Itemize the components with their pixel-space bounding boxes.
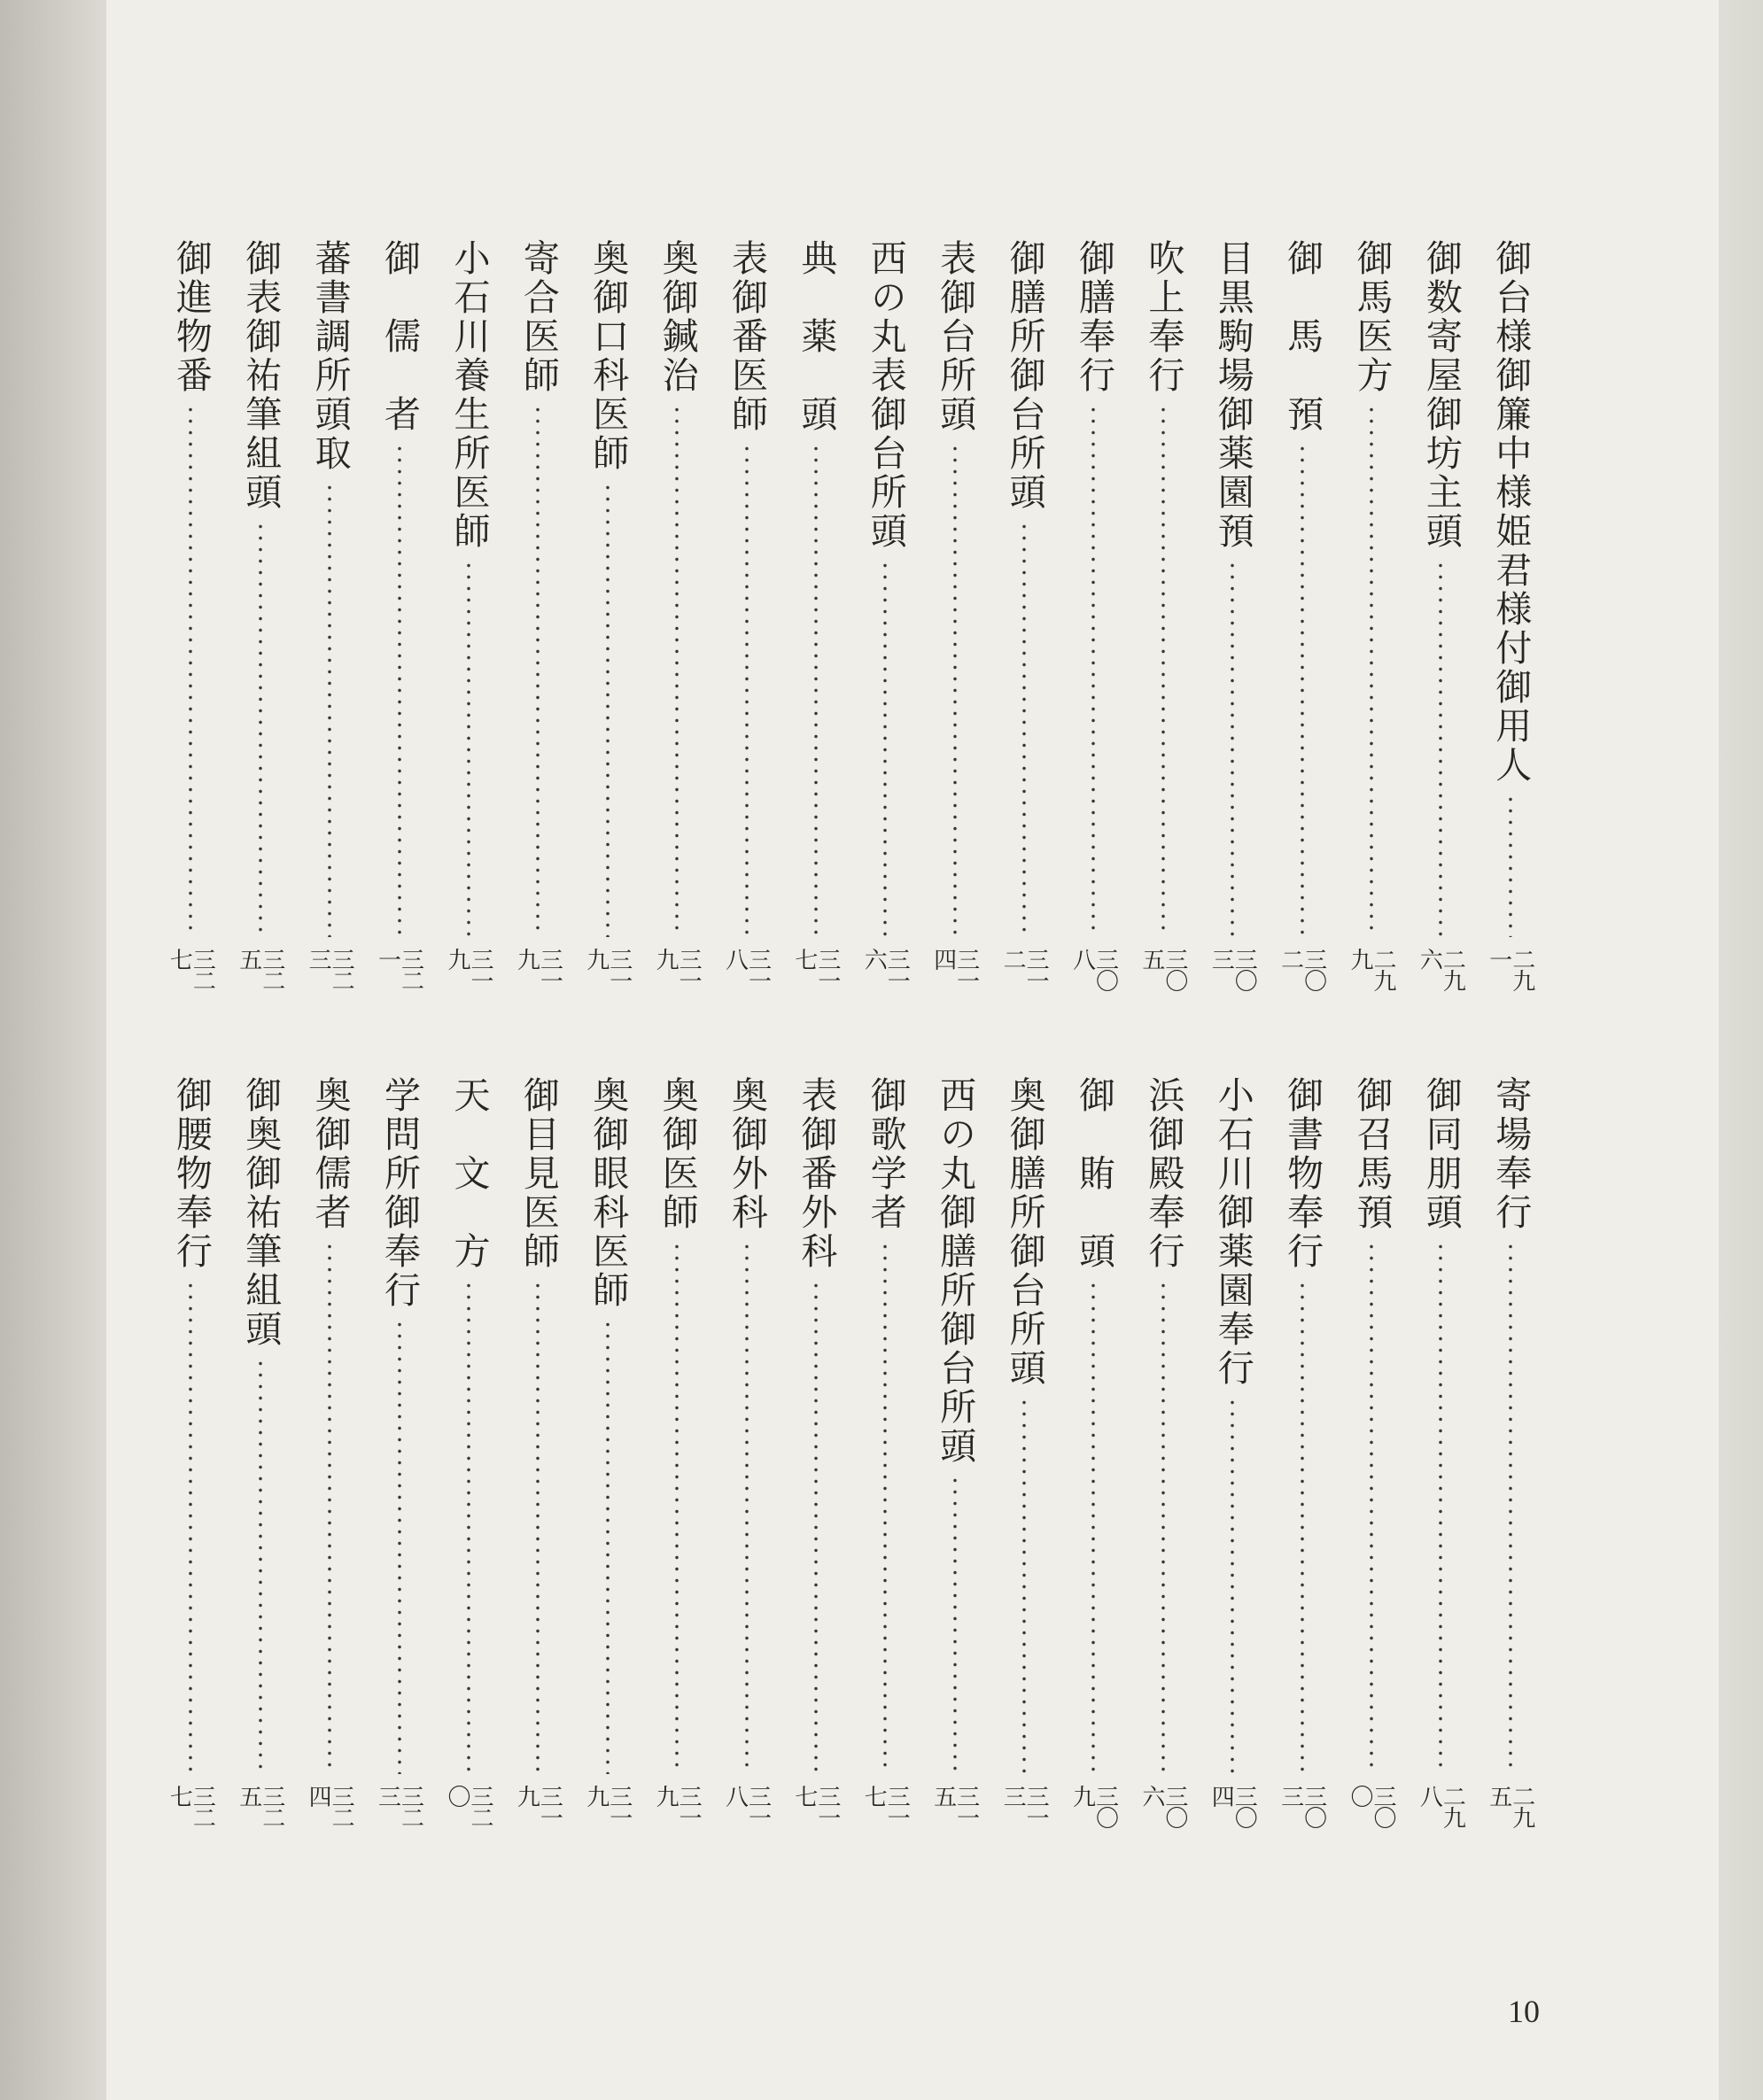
toc-entry[interactable] <box>1059 1076 1128 1847</box>
page-number: 10 <box>1508 1994 1540 2029</box>
dot-leader <box>745 1241 749 1774</box>
toc-entry-title: 学問所御奉行 <box>378 1076 422 1310</box>
book-page <box>106 0 1719 2100</box>
toc-entry-page: 三一七 <box>790 948 841 990</box>
toc-entry-title: 御台様御簾中様姫君様付御用人 <box>1489 239 1533 785</box>
dot-leader <box>883 1241 887 1774</box>
toc-entry[interactable] <box>503 1076 572 1847</box>
dot-leader <box>606 482 610 937</box>
dot-leader <box>675 1241 679 1774</box>
toc-entry-page: 三一九 <box>582 948 633 990</box>
dot-leader <box>953 1475 957 1774</box>
toc-entry-page: 三一九 <box>513 948 563 990</box>
toc-entry-page: 二九一 <box>1485 948 1535 990</box>
toc-entry-page: 三一八 <box>721 1785 772 1827</box>
dot-leader <box>1439 1241 1442 1774</box>
toc-entry-title: 小石川御薬園奉行 <box>1211 1076 1254 1388</box>
toc-entry[interactable] <box>1198 239 1267 1010</box>
dot-leader <box>189 1280 192 1774</box>
dot-leader <box>814 443 818 937</box>
toc-entry-title: 御 儒 者 <box>378 239 422 434</box>
toc-entry-title: 御表御祐筆組頭 <box>239 239 283 512</box>
toc-entry[interactable] <box>781 239 850 1010</box>
toc-entry-title: 奥御医師 <box>656 1076 699 1232</box>
toc-entry[interactable] <box>1129 239 1198 1010</box>
toc-entry[interactable] <box>990 239 1059 1010</box>
toc-entry-title: 奥御口科医師 <box>586 239 630 473</box>
toc-entry-title: 表御番医師 <box>726 239 768 434</box>
toc-entry-title: 表御番外科 <box>795 1076 838 1271</box>
dot-leader <box>398 443 401 937</box>
book-gutter <box>0 0 106 2100</box>
toc-entry[interactable] <box>226 239 295 1010</box>
toc-entry-page: 三〇四 <box>1208 1785 1258 1827</box>
toc-entry-page: 三二三 <box>374 1785 424 1827</box>
toc-entry[interactable] <box>156 239 225 1010</box>
dot-leader <box>259 521 262 937</box>
dot-leader <box>536 404 540 937</box>
toc-entry-page: 二九八 <box>1416 1785 1466 1827</box>
toc-entry-page: 三二三 <box>305 948 355 990</box>
toc-entry-title: 御膳所御台所頭 <box>1003 239 1046 512</box>
dot-leader <box>1091 1280 1095 1774</box>
toc-entry-title: 典 薬 頭 <box>795 239 838 434</box>
toc-entry[interactable] <box>1267 239 1336 1010</box>
toc-entry[interactable] <box>920 1076 989 1847</box>
toc-entry-title: 奥御鍼治 <box>656 239 699 395</box>
toc-entry-title: 御馬医方 <box>1350 239 1394 395</box>
toc-entry-title: 寄合医師 <box>516 239 560 395</box>
toc-entry-page: 三一九 <box>513 1785 563 1827</box>
toc-entry-page: 三〇八 <box>1068 948 1119 990</box>
toc-entry-title: 御歌学者 <box>864 1076 907 1232</box>
toc-block-top <box>136 239 1545 1010</box>
toc-entry-page: 三〇三 <box>1208 948 1258 990</box>
dot-leader <box>328 482 331 937</box>
toc-entry-page: 三〇六 <box>1138 1785 1188 1827</box>
toc-entry[interactable] <box>573 1076 642 1847</box>
toc-entry[interactable] <box>1337 239 1406 1010</box>
dot-leader <box>1161 404 1165 937</box>
dot-leader <box>328 1241 331 1774</box>
toc-entry-title: 蕃書調所頭取 <box>308 239 352 473</box>
dot-leader <box>1509 794 1512 937</box>
toc-entry-title: 御膳奉行 <box>1072 239 1115 395</box>
dot-leader <box>1231 1397 1234 1774</box>
toc-entry[interactable] <box>1476 1076 1545 1847</box>
toc-entry-title: 表御台所頭 <box>934 239 977 434</box>
toc-entry-title: 目黒駒場御薬園預 <box>1211 239 1254 551</box>
toc-entry-page: 三二五 <box>235 1785 285 1827</box>
dot-leader <box>814 1280 818 1774</box>
toc-entry[interactable] <box>226 1076 295 1847</box>
toc-entry[interactable] <box>295 1076 364 1847</box>
dot-leader <box>1509 1241 1512 1774</box>
dot-leader <box>1370 404 1373 937</box>
toc-entry[interactable] <box>434 239 503 1010</box>
toc-entry[interactable] <box>295 239 364 1010</box>
dot-leader <box>675 404 679 937</box>
toc-entry-page: 三一九 <box>652 948 703 990</box>
toc-entry-page: 二九六 <box>1416 948 1466 990</box>
toc-entry-page: 三一九 <box>582 1785 633 1827</box>
toc-entry-page: 三一七 <box>860 1785 911 1827</box>
toc-entry[interactable] <box>1129 1076 1198 1847</box>
toc-entry-title: 御進物番 <box>169 239 213 395</box>
toc-entry-title: 御 馬 預 <box>1281 239 1324 434</box>
toc-entry-title: 御同朋頭 <box>1419 1076 1463 1232</box>
dot-leader <box>1301 1280 1304 1774</box>
toc-entry-page: 三〇九 <box>1068 1785 1119 1827</box>
toc-entry[interactable] <box>364 239 433 1010</box>
toc-entry-page: 三二一 <box>374 948 424 990</box>
toc-block-bottom <box>136 1076 1545 1847</box>
toc-entry-title: 奥御膳所御台所頭 <box>1003 1076 1046 1388</box>
dot-leader <box>398 1319 401 1774</box>
toc-entry[interactable] <box>434 1076 503 1847</box>
toc-entry[interactable] <box>156 1076 225 1847</box>
dot-leader <box>536 1280 540 1774</box>
toc-entry-title: 奥御外科 <box>726 1076 768 1232</box>
dot-leader <box>467 560 470 937</box>
toc-entry[interactable] <box>1406 239 1475 1010</box>
toc-entry[interactable] <box>850 239 920 1010</box>
toc-entry-page: 三一七 <box>790 1785 841 1827</box>
dot-leader <box>953 443 957 937</box>
toc-entry[interactable] <box>781 1076 850 1847</box>
dot-leader <box>1439 560 1442 937</box>
toc-entry[interactable] <box>1267 1076 1336 1847</box>
toc-entry-title: 御数寄屋御坊主頭 <box>1419 239 1463 551</box>
toc-entry-page: 三一三 <box>999 1785 1050 1827</box>
toc-entry[interactable] <box>850 1076 920 1847</box>
toc-entry[interactable] <box>711 1076 781 1847</box>
toc-entry-title: 浜御殿奉行 <box>1142 1076 1185 1271</box>
dot-leader <box>259 1358 262 1774</box>
toc-entry[interactable] <box>990 1076 1059 1847</box>
toc-entry[interactable] <box>1406 1076 1475 1847</box>
toc-entry[interactable] <box>503 239 572 1010</box>
toc-entry-title: 奥御眼科医師 <box>586 1076 630 1310</box>
toc-entry-page: 二九五 <box>1485 1785 1535 1827</box>
toc-entry-title: 西の丸御膳所御台所頭 <box>934 1076 977 1466</box>
toc-entry-page: 三一二 <box>999 948 1050 990</box>
dot-leader <box>1301 443 1304 937</box>
dot-leader <box>1022 1397 1026 1774</box>
toc-entry[interactable] <box>1198 1076 1267 1847</box>
toc-entry-title: 御召馬預 <box>1350 1076 1394 1232</box>
dot-leader <box>189 404 192 937</box>
toc-entry-page: 三一六 <box>860 948 911 990</box>
toc-entry-page: 三〇〇 <box>1347 1785 1397 1827</box>
toc-entry[interactable] <box>642 239 711 1010</box>
toc-entry[interactable] <box>642 1076 711 1847</box>
dot-leader <box>606 1319 610 1774</box>
toc-entry-page: 三一四 <box>929 948 980 990</box>
toc-entry[interactable] <box>1337 1076 1406 1847</box>
toc-entry[interactable] <box>1476 239 1545 1010</box>
toc-entry-page: 三一五 <box>929 1785 980 1827</box>
toc-entry[interactable] <box>711 239 781 1010</box>
dot-leader <box>883 560 887 937</box>
toc-entry-page: 三〇五 <box>1138 948 1188 990</box>
dot-leader <box>467 1280 470 1774</box>
toc-entry-page: 三二〇 <box>443 1785 493 1827</box>
toc-entry-title: 天 文 方 <box>447 1076 491 1271</box>
toc-entry-page: 三〇三 <box>1277 1785 1327 1827</box>
toc-entry-title: 吹上奉行 <box>1142 239 1185 395</box>
toc-entry-page: 三二四 <box>305 1785 355 1827</box>
toc-entry-title: 御奥御祐筆組頭 <box>239 1076 283 1349</box>
toc-entry-page: 三一九 <box>443 948 493 990</box>
toc-entry-title: 御目見医師 <box>516 1076 560 1271</box>
toc-entry-title: 小石川養生所医師 <box>447 239 491 551</box>
toc-entry[interactable] <box>1059 239 1128 1010</box>
toc-entry-page: 三〇二 <box>1277 948 1327 990</box>
dot-leader <box>1370 1241 1373 1774</box>
toc-entry-page: 三一八 <box>721 948 772 990</box>
toc-entry-page: 二九九 <box>1347 948 1397 990</box>
toc-entry-page: 三二五 <box>235 948 285 990</box>
toc-entry-page: 三二七 <box>166 1785 216 1827</box>
dot-leader <box>1091 404 1095 937</box>
dot-leader <box>745 443 749 937</box>
toc-entry-page: 三一九 <box>652 1785 703 1827</box>
toc-entry[interactable] <box>573 239 642 1010</box>
toc-entry-title: 御書物奉行 <box>1281 1076 1324 1271</box>
toc-entry-title: 御 賄 頭 <box>1072 1076 1115 1271</box>
toc-entry-page: 三二七 <box>166 948 216 990</box>
toc-entry-title: 奥御儒者 <box>308 1076 352 1232</box>
toc-entry[interactable] <box>364 1076 433 1847</box>
toc-entry-title: 御腰物奉行 <box>169 1076 213 1271</box>
toc-entry-title: 寄場奉行 <box>1489 1076 1533 1232</box>
toc-entry-title: 西の丸表御台所頭 <box>864 239 907 551</box>
toc-entry[interactable] <box>920 239 989 1010</box>
dot-leader <box>1022 521 1026 937</box>
dot-leader <box>1161 1280 1165 1774</box>
dot-leader <box>1231 560 1234 937</box>
